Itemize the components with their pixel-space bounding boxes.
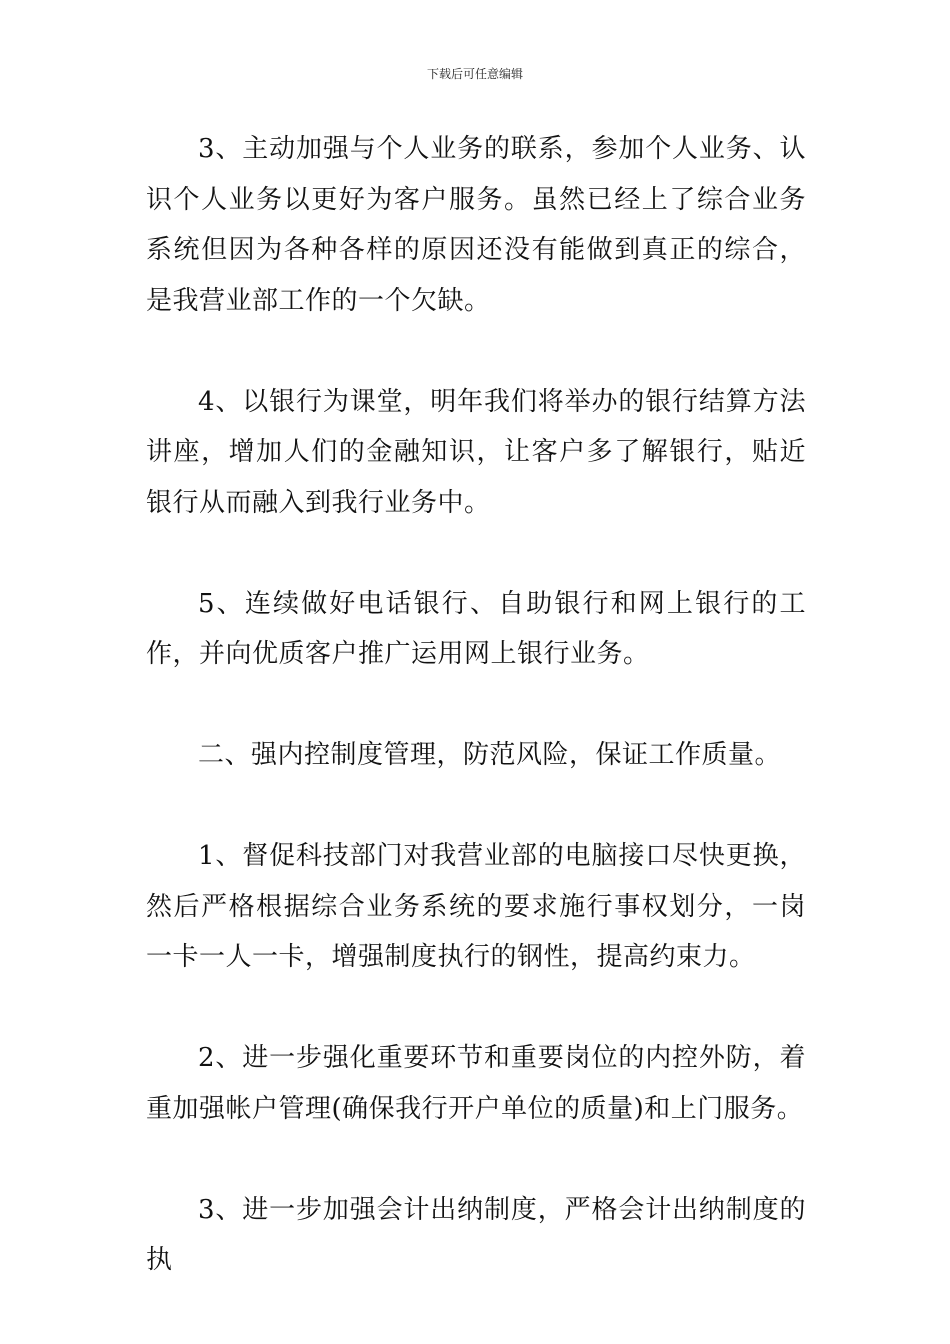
paragraph-item-1: 1、督促科技部门对我营业部的电脑接口尽快更换，然后严格根据综合业务系统的要求施行事权划分，一岗一卡一人一卡，增强制度执行的钢性，提高约束力。 xyxy=(146,841,806,972)
paragraph-spacer xyxy=(146,781,806,832)
paragraph-item-3b: 3、进一步加强会计出纳制度，严格会计出纳制度的执 xyxy=(146,1194,806,1275)
paragraph-item-2: 2、进一步强化重要环节和重要岗位的内控外防，着重加强帐户管理(确保我行开户单位的质量)和上门服务。 xyxy=(146,1043,806,1124)
paragraph-spacer xyxy=(146,326,806,377)
paragraph-spacer xyxy=(146,1134,806,1185)
page-header: 下载后可任意编辑 xyxy=(426,67,523,81)
paragraph-item-3: 3、主动加强与个人业务的联系，参加个人业务、认识个人业务以更好为客户服务。虽然已经上了综合业务系统但因为各种各样的原因还没有能做到真正的综合，是我营业部工作的一个欠缺。 xyxy=(146,134,806,316)
paragraph-spacer xyxy=(146,680,806,731)
paragraph-spacer xyxy=(146,983,806,1034)
document-body xyxy=(146,124,806,1286)
paragraph-spacer xyxy=(146,528,806,579)
section-heading-2: 二、强内控制度管理，防范风险，保证工作质量。 xyxy=(198,740,782,770)
paragraph-item-4: 4、以银行为课堂，明年我们将举办的银行结算方法讲座，增加人们的金融知识，让客户多了解银行，贴近银行从而融入到我行业务中。 xyxy=(146,386,806,518)
paragraph-item-5: 5、连续做好电话银行、自助银行和网上银行的工作，并向优质客户推广运用网上银行业务。 xyxy=(146,588,806,669)
